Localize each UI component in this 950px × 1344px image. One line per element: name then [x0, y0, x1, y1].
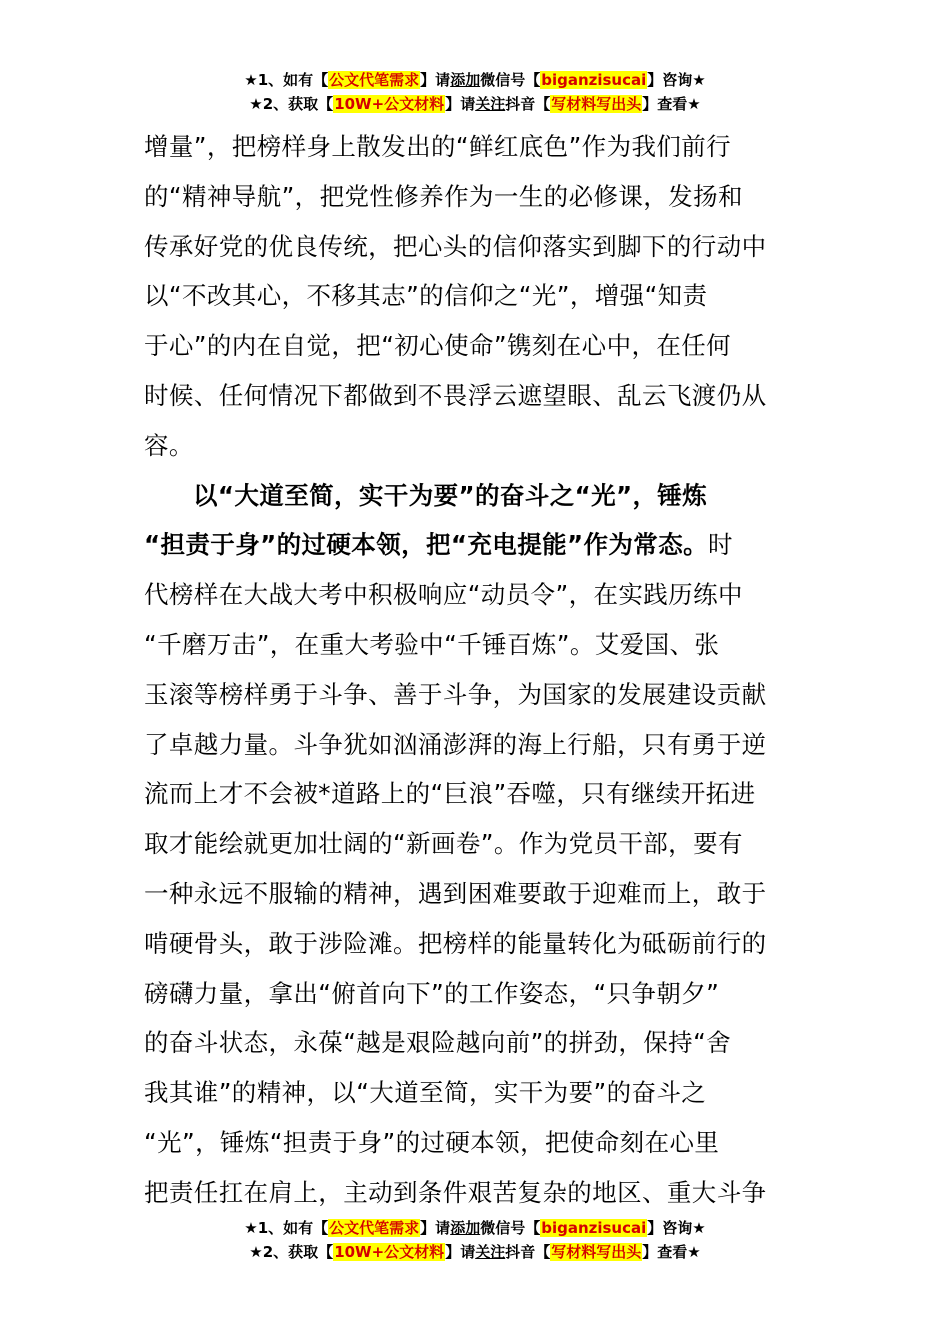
section-heading-line — [144, 471, 808, 521]
promo-underline: 添加 — [450, 71, 481, 89]
promo-line-2 — [0, 1240, 950, 1264]
promo-text: 】咨询★ — [647, 71, 706, 89]
section-heading: 以“大道至简，实干为要”的奋斗之“光”，锤炼 — [193, 480, 708, 510]
body-line: 我其谁”的精神，以“大道至简，实干为要”的奋斗之 — [144, 1078, 707, 1108]
body-line: 的奋斗状态，永葆“越是艰险越向前”的拼劲，保持“舍 — [144, 1028, 732, 1058]
promo-line-1 — [0, 68, 950, 92]
body-line: 容。 — [144, 430, 194, 460]
promo-text: 】请 — [445, 1243, 476, 1261]
promo-highlight: 10W+公文材料 — [334, 1243, 445, 1261]
promo-text: 】查看★ — [642, 95, 701, 113]
body-line: 增量”，把榜样身上散发出的“鲜红底色”作为我们前行 — [144, 132, 732, 161]
body-line: 啃硬骨头，敢于涉险滩。把榜样的能量转化为砥砺前行的 — [144, 928, 767, 958]
body-line: 的“精神导航”，把党性修养作为一生的必修课，发扬和 — [144, 181, 743, 211]
body-line: 流而上才不会被*道路上的“巨浪”吞噬，只有继续开拓进 — [144, 779, 756, 809]
body-text-fragment: 时 — [708, 530, 733, 560]
promo-highlight-douyin: 写材料写出头 — [551, 1243, 642, 1261]
promo-text: ★1、如有【 — [244, 1219, 329, 1237]
promo-text: 抖音【 — [505, 95, 551, 113]
promo-text: ★2、获取【 — [249, 1243, 334, 1261]
promo-text: 微信号【 — [480, 1219, 541, 1237]
promo-highlight: 公文代笔需求 — [329, 1219, 420, 1237]
body-line: 了卓越力量。斗争犹如汹涌澎湃的海上行船，只有勇于逆 — [144, 729, 767, 759]
promo-text: 】查看★ — [642, 1243, 701, 1261]
promo-text: 抖音【 — [505, 1243, 551, 1261]
promo-text: 】咨询★ — [647, 1219, 706, 1237]
promo-text: 微信号【 — [480, 71, 541, 89]
promo-text: ★1、如有【 — [244, 71, 329, 89]
section-heading-line — [144, 520, 808, 570]
body-line: 于心”的内在自觉，把“初心使命”镌刻在心中，在任何 — [144, 331, 732, 361]
promo-line-2 — [0, 92, 950, 116]
body-line: 时候、任何情况下都做到不畏浮云遮望眼、乱云飞渡仍从 — [144, 380, 767, 410]
body-line: 取才能绘就更加壮阔的“新画卷”。作为党员干部，要有 — [144, 829, 743, 859]
header-promo-banner — [0, 68, 950, 116]
body-line: “千磨万击”，在重大考验中“千锤百炼”。艾爱国、张 — [144, 629, 720, 659]
promo-text: 】请 — [420, 1219, 451, 1237]
promo-highlight: 公文代笔需求 — [329, 71, 420, 89]
body-line: 一种永远不服输的精神，遇到困难要敢于迎难而上，敢于 — [144, 878, 767, 908]
promo-underline: 关注 — [475, 95, 506, 113]
footer-promo-banner — [0, 1216, 950, 1264]
promo-highlight-wechat-id: biganzisucai — [541, 1219, 647, 1237]
body-line: 代榜样在大战大考中积极响应“动员令”，在实践历练中 — [144, 580, 743, 610]
promo-highlight: 10W+公文材料 — [334, 95, 445, 113]
body-line: 把责任扛在肩上，主动到条件艰苦复杂的地区、重大斗争 — [144, 1177, 767, 1207]
promo-text: 】请 — [445, 95, 476, 113]
body-line: 以“不改其心，不移其志”的信仰之“光”，增强“知责 — [144, 281, 708, 311]
promo-text: 】请 — [420, 71, 451, 89]
promo-highlight-douyin: 写材料写出头 — [551, 95, 642, 113]
promo-underline: 关注 — [475, 1243, 506, 1261]
promo-text: ★2、获取【 — [249, 95, 334, 113]
section-heading: “担责于身”的过硬本领，把“充电提能”作为常态。 — [144, 530, 709, 560]
document-body — [144, 122, 808, 1218]
promo-underline: 添加 — [450, 1219, 481, 1237]
promo-line-1 — [0, 1216, 950, 1240]
body-line: 传承好党的优良传统，把心头的信仰落实到脚下的行动中 — [144, 231, 767, 261]
body-line: 磅礴力量，拿出“俯首向下”的工作姿态，“只争朝夕” — [144, 978, 720, 1008]
body-line: “光”，锤炼“担责于身”的过硬本领，把使命刻在心里 — [144, 1127, 720, 1157]
body-line: 玉滚等榜样勇于斗争、善于斗争，为国家的发展建设贡献 — [144, 679, 767, 709]
promo-highlight-wechat-id: biganzisucai — [541, 71, 647, 89]
